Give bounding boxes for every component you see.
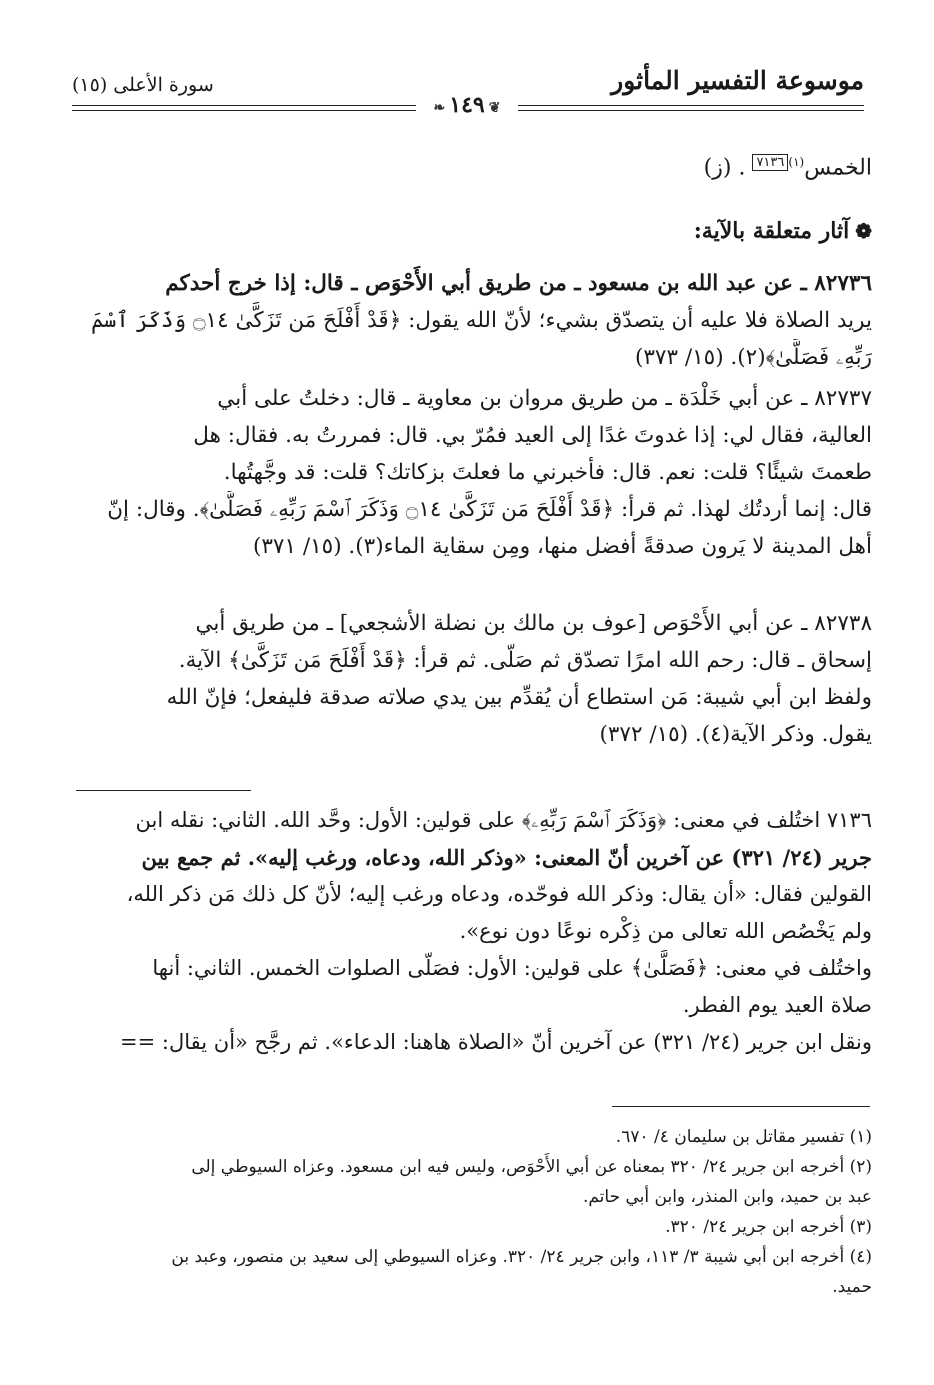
footnote: (١) تفسير مقاتل بن سليمان ٤/ ٦٧٠.: [615, 1127, 872, 1147]
flower-ornament-icon: ❁: [855, 219, 872, 243]
athar-line: إسحاق ـ قال: رحم الله امرًا تصدّق ثم صَلّى. ثم قرأ: ﴿قَدْ أَفْلَحَ مَن تَزَكَّىٰ﴾ الآية.: [178, 648, 872, 673]
page-number-row: [0, 92, 934, 118]
ornament-icon: ❦: [488, 100, 501, 116]
footnote: (٣) أخرجه ابن جرير ٢٤/ ٣٢٠.: [665, 1217, 872, 1237]
athar-line: العالية، فقال لي: إذا غدوتَ غدًا إلى العيد فمُرّ بي. قال: فمررتُ به. فقال: هل: [193, 423, 872, 448]
athar-82737: [76, 380, 872, 565]
athar-82736: [76, 265, 872, 376]
commentary-line: صلاة العيد يوم الفطر.: [682, 993, 872, 1017]
athar-line: أهل المدينة لا يَرون صدقةً أفضل منها، ومِن سقاية الماء(٣). (١٥/ ٣٧١): [252, 534, 872, 559]
intro-text: الخمس: [804, 155, 872, 181]
footnote-separator: [612, 1106, 870, 1107]
commentary-line: جرير (٢٤/ ٣٢١) عن آخرين أنّ المعنى: «وذكر الله، ودعاه، ورغب إليه». ثم جمع بين: [141, 845, 872, 870]
commentary-line: ولم يَخْصُص الله تعالى من ذِكْره نوعًا دون نوع».: [459, 919, 872, 943]
commentary: [76, 802, 872, 1061]
page-number-text: ١٤٩: [449, 92, 485, 118]
footnote: حميد.: [832, 1277, 872, 1297]
footnote: عبد بن حميد، وابن المنذر، وابن أبي حاتم.: [582, 1187, 872, 1207]
commentary-separator: [76, 790, 251, 791]
footnote: (٤) أخرجه ابن أبي شيبة ٣/ ١١٣، وابن جرير ٢٤/ ٣٢٠. وعزاه السيوطي إلى سعيد بن منصور، وعبد بن: [171, 1247, 872, 1267]
intro-line: [76, 144, 872, 181]
athar-line: قال: إنما أردتُك لهذا. ثم قرأ: ﴿قَدْ أَفْلَحَ مَن تَزَكَّىٰ ۝١٤ وَذَكَرَ ٱسْمَ رَبِّهِۦ فَصَلَّىٰ﴾. وقال: إنّ: [107, 497, 872, 522]
footnote: (٢) أخرجه ابن جرير ٢٤/ ٣٢٠ بمعناه عن أبي الأَحْوَص، وليس فيه ابن مسعود. وعزاه السيوطي إلى: [191, 1157, 872, 1177]
athar-line: ٨٢٧٣٧ ـ عن أبي خَلْدَة ـ من طريق مروان بن معاوية ـ قال: دخلتُ على أبي: [217, 386, 872, 411]
athar-82738: [76, 605, 872, 753]
section-title: آثار متعلقة بالآية:: [693, 218, 850, 244]
athar-line: ٨٢٧٣٦ ـ عن عبد الله بن مسعود ـ من طريق أبي الأَحْوَص ـ قال: إذا خرج أحدكم: [165, 271, 872, 296]
page-number: [416, 92, 519, 118]
athar-line: رَبِّهِۦ فَصَلَّىٰ﴾(٢). (١٥/ ٣٧٣): [634, 345, 872, 370]
athar-line: طعمتَ شيئًا؟ قلت: نعم. قال: فأخبرني ما فعلتَ بزكاتك؟ قلت: قد وجَّهتُها.: [223, 460, 872, 485]
commentary-line: القولين فقال: «أن يقال: وذكر الله فوحّده، ودعاه ورغب إليه؛ لأنّ كل ذلك مَن ذكر الله،: [126, 882, 872, 906]
commentary-line: ٧١٣٦ اختُلف في معنى: ﴿وَذَكَرَ ٱسْمَ رَبِّهِۦ﴾ على قولين: الأول: وحَّد الله. الثاني: نقله ابن: [135, 808, 872, 832]
athar-line: ولفظ ابن أبي شيبة: مَن استطاع أن يُقدِّم بين يدي صلاته صدقة فليفعل؛ فإنّ الله: [166, 685, 872, 710]
footnotes: [76, 1122, 872, 1302]
book-title: موسوعة التفسير المأثور: [611, 66, 864, 95]
section-heading: [694, 218, 872, 244]
athar-line: يريد الصلاة فلا عليه أن يتصدّق بشيء؛ لأنّ الله يقول: ﴿قَدْ أَفْلَحَ مَن تَزَكَّىٰ ۝١٤ وَذَكَرَ ٱسْمَ: [91, 308, 872, 333]
athar-line: ٨٢٧٣٨ ـ عن أبي الأَحْوَص [عوف بن مالك بن نضلة الأشجعي] ـ من طريق أبي: [195, 611, 872, 636]
footnote-ref: (١): [788, 155, 805, 169]
intro-tail: . (ز): [703, 155, 746, 181]
commentary-line: ونقل ابن جرير (٢٤/ ٣٢١) عن آخرين أنّ «الصلاة هاهنا: الدعاء». ثم رجَّح «أن يقال: ==: [120, 1030, 872, 1054]
athar-line: يقول. وذكر الآية(٤). (١٥/ ٣٧٢): [599, 722, 872, 747]
commentary-line: واختُلف في معنى: ﴿فَصَلَّىٰ﴾ على قولين: الأول: فصَلّى الصلوات الخمس. الثاني: أنها: [152, 956, 872, 980]
commentary-ref-box: ٧١٣٦: [752, 154, 788, 171]
ornament-icon: ❧: [433, 100, 446, 116]
surah-label: سورة الأعلى (١٥): [72, 74, 214, 96]
